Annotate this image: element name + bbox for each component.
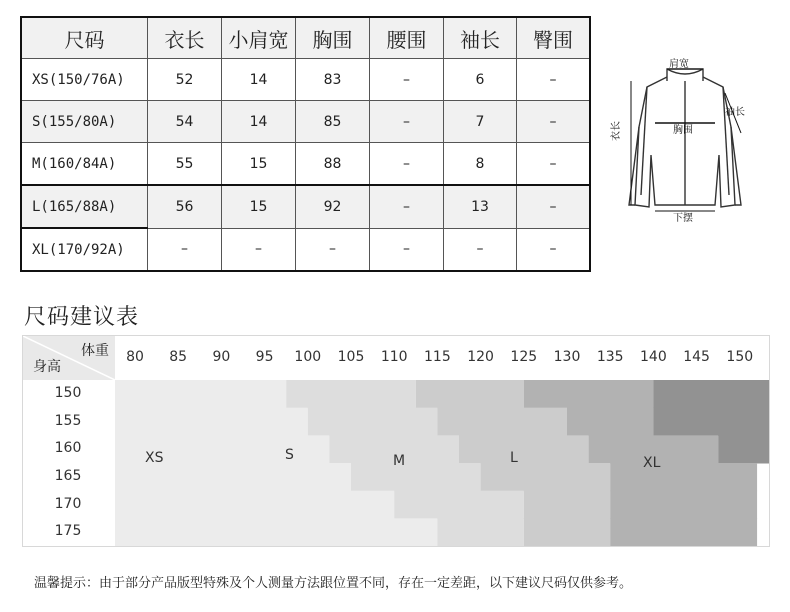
measure-cell: 88 xyxy=(296,143,370,186)
size-row xyxy=(21,59,590,101)
size-zone-l xyxy=(610,518,757,546)
height-tick: 160 xyxy=(54,440,82,457)
disclaimer-note: 温馨提示：由于部分产品版型特殊及个人测量方法跟位置不同，存在一定差距，以下建议尺码仅供参考。 xyxy=(34,576,633,591)
size-zone-xs xyxy=(115,463,351,491)
size-zone-area xyxy=(115,380,769,546)
height-tick: 170 xyxy=(54,495,82,512)
measure-cell: – xyxy=(370,101,444,143)
measure-cell: 6 xyxy=(444,59,517,101)
measure-cell: 15 xyxy=(222,143,296,186)
weight-tick: 80 xyxy=(126,349,144,365)
measure-cell: – xyxy=(444,228,517,271)
jacket-outline xyxy=(629,69,741,207)
weight-tick: 135 xyxy=(596,349,624,365)
size-zone-label: S xyxy=(285,447,294,464)
weight-tick: 120 xyxy=(467,349,494,365)
measure-cell: – xyxy=(517,143,591,186)
measure-cell: 83 xyxy=(296,59,370,101)
measure-cell: 54 xyxy=(148,101,222,143)
weight-tick: 100 xyxy=(294,349,322,365)
size-zone-m xyxy=(437,408,567,436)
size-cell: XS(150/76A) xyxy=(21,59,148,101)
size-zone-m xyxy=(459,435,589,463)
size-zone-s xyxy=(394,491,524,519)
size-zone-xs xyxy=(115,380,286,408)
header-cell: 胸围 xyxy=(296,17,370,59)
recommendation-title: 尺码建议表 xyxy=(24,305,140,330)
weight-tick: 125 xyxy=(510,349,538,365)
measure-cell: 92 xyxy=(296,185,370,228)
measure-cell: 7 xyxy=(444,101,517,143)
size-zone-m xyxy=(416,380,524,408)
size-zone-xs xyxy=(115,408,308,436)
size-zone-label: M xyxy=(393,452,406,469)
size-table-header-row xyxy=(21,17,590,59)
height-tick: 150 xyxy=(54,384,82,401)
size-row xyxy=(21,185,590,228)
size-table xyxy=(20,16,591,272)
corner-header-cell xyxy=(23,336,115,380)
length-label: 衣长 xyxy=(611,121,622,141)
measure-cell: – xyxy=(517,101,591,143)
weight-axis-label: 体重 xyxy=(81,343,109,359)
size-zone-m xyxy=(524,518,610,546)
header-cell: 尺码 xyxy=(21,17,148,59)
weight-tick: 115 xyxy=(424,349,451,365)
header-cell: 衣长 xyxy=(148,17,222,59)
weight-header-row xyxy=(115,336,769,380)
size-zone-s xyxy=(351,463,481,491)
size-zone-label: XS xyxy=(145,449,164,466)
size-zone-xl xyxy=(653,380,769,408)
size-cell: L(165/88A) xyxy=(21,185,148,228)
measure-cell: 14 xyxy=(222,101,296,143)
measure-cell: 52 xyxy=(148,59,222,101)
height-tick: 165 xyxy=(54,467,82,484)
shoulder-label: 肩宽 xyxy=(669,59,689,70)
measure-cell: 14 xyxy=(222,59,296,101)
measure-cell: 15 xyxy=(222,185,296,228)
size-zone-s xyxy=(437,518,523,546)
weight-tick: 140 xyxy=(640,349,667,365)
size-zones xyxy=(115,380,769,546)
size-zone-m xyxy=(524,491,610,519)
height-tick: 155 xyxy=(54,412,82,429)
size-cell: S(155/80A) xyxy=(21,101,148,143)
size-zone-m xyxy=(481,463,611,491)
sleeve-label: 袖长 xyxy=(725,107,745,118)
header-cell: 腰围 xyxy=(370,17,444,59)
size-zone-xl xyxy=(718,435,769,463)
size-row xyxy=(21,143,590,186)
size-table-head xyxy=(21,17,590,59)
size-zone-s xyxy=(308,408,438,436)
garment-diagram xyxy=(605,55,765,225)
header-cell: 袖长 xyxy=(444,17,517,59)
size-cell: XL(170/92A) xyxy=(21,228,148,271)
size-zone-xl xyxy=(653,408,769,436)
measure-cell: 8 xyxy=(444,143,517,186)
header-cell: 臀围 xyxy=(517,17,591,59)
height-column xyxy=(23,380,115,546)
weight-tick: 130 xyxy=(553,349,581,365)
size-row xyxy=(21,228,590,271)
size-table-body xyxy=(21,59,590,272)
measure-cell: 85 xyxy=(296,101,370,143)
measure-cell: – xyxy=(296,228,370,271)
size-zone-l xyxy=(610,463,757,491)
size-zone-label: L xyxy=(510,449,518,466)
chest-label: 胸围 xyxy=(673,125,693,136)
size-cell: M(160/84A) xyxy=(21,143,148,186)
size-zone-label: XL xyxy=(643,455,661,472)
size-zone-xs xyxy=(115,518,437,546)
weight-tick: 85 xyxy=(169,349,188,365)
hem-label: 下摆 xyxy=(673,213,693,224)
measure-cell: – xyxy=(148,228,222,271)
height-axis-label: 身高 xyxy=(33,359,61,375)
size-zone-l xyxy=(610,491,757,519)
size-zone-xs xyxy=(115,491,394,519)
weight-tick: 110 xyxy=(380,349,408,365)
size-zone-l xyxy=(524,380,654,408)
measure-cell: – xyxy=(370,143,444,186)
weight-tick: 90 xyxy=(212,349,231,365)
weight-tick: 105 xyxy=(337,349,365,365)
height-tick: 175 xyxy=(54,523,82,540)
measure-cell: – xyxy=(370,59,444,101)
measure-cell: 56 xyxy=(148,185,222,228)
measure-cell: – xyxy=(222,228,296,271)
header-cell: 小肩宽 xyxy=(222,17,296,59)
measure-cell: – xyxy=(517,228,591,271)
measure-cell: 55 xyxy=(148,143,222,186)
measure-cell: 13 xyxy=(444,185,517,228)
size-zone-l xyxy=(567,408,653,436)
weight-tick: 150 xyxy=(726,349,754,365)
size-zone-s xyxy=(286,380,416,408)
measure-cell: – xyxy=(370,185,444,228)
size-recommendation-chart xyxy=(22,335,770,547)
weight-tick: 145 xyxy=(683,349,710,365)
size-row xyxy=(21,101,590,143)
measure-cell: – xyxy=(517,59,591,101)
measure-cell: – xyxy=(370,228,444,271)
weight-tick: 95 xyxy=(255,349,274,365)
measure-cell: – xyxy=(517,185,591,228)
